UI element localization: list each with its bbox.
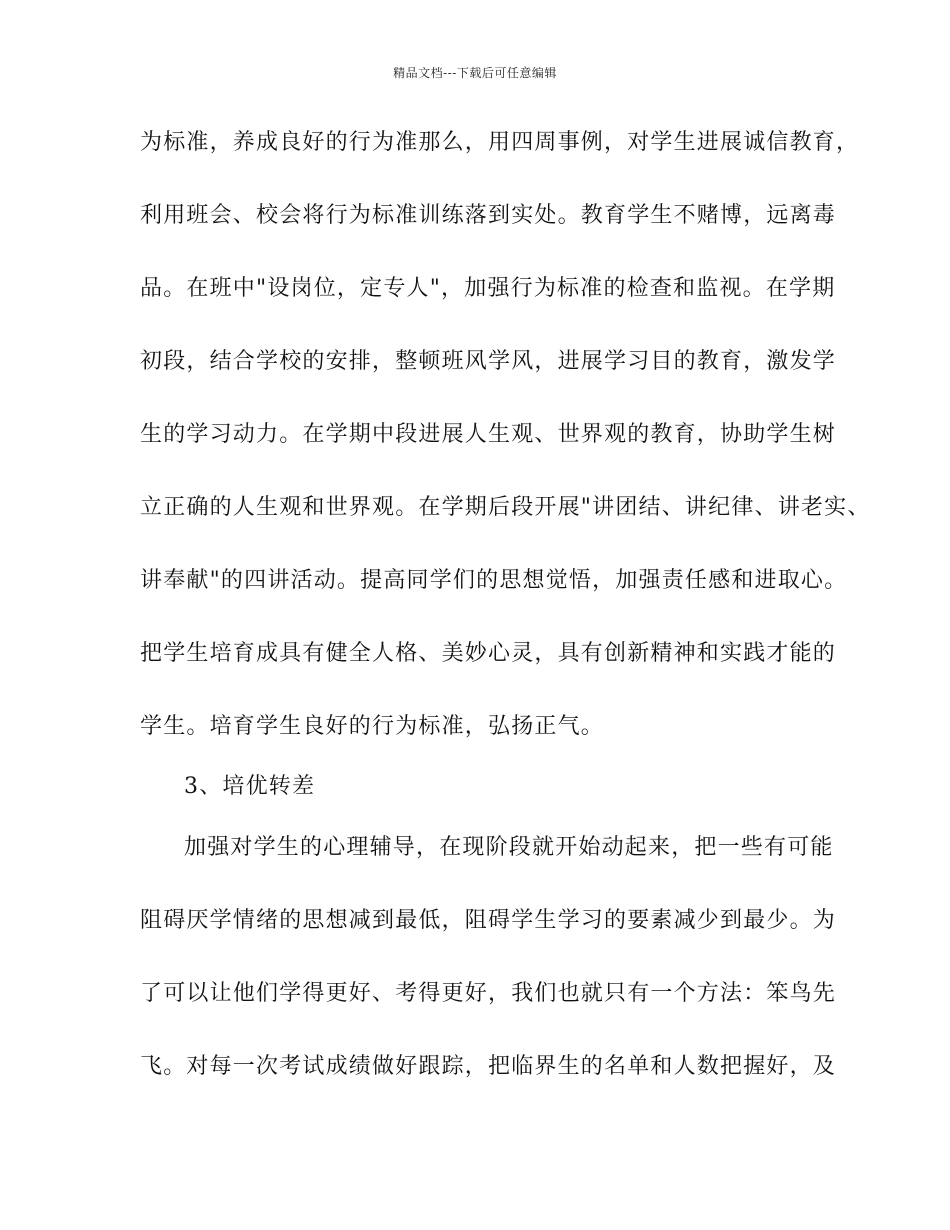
paragraph-line: 学生。培育学生良好的行为标准，弘扬正气。 — [140, 714, 605, 739]
page-header: 精品文档---下载后可任意编辑 — [393, 66, 557, 80]
paragraph-line: 生的学习动力。在学期中段进展人生观、世界观的教育，协助学生树 — [140, 422, 837, 447]
paragraph-line: 品。在班中"设岗位，定专人"，加强行为标准的检查和监视。在学期 — [140, 276, 836, 301]
paragraph-line: 立正确的人生观和世界观。在学期后段开展"讲团结、讲纪律、讲老实、 — [140, 495, 871, 520]
paragraph-line: 利用班会、校会将行为标准训练落到实处。教育学生不赌博，远离毒 — [140, 203, 837, 228]
paragraph-line: 飞。对每一次考试成绩做好跟踪，把临界生的名单和人数把握好，及 — [140, 1054, 837, 1079]
paragraph-line: 加强对学生的心理辅导，在现阶段就开始动起来，把一些有可能 — [184, 835, 834, 860]
paragraph-line: 阻碍厌学情绪的思想减到最低，阻碍学生学习的要素减少到最少。为 — [140, 908, 837, 933]
section-heading: 3、培优转差 — [184, 774, 316, 799]
paragraph-line: 了可以让他们学得更好、考得更好，我们也就只有一个方法：笨鸟先 — [140, 981, 837, 1006]
paragraph-line: 讲奉献"的四讲活动。提高同学们的思想觉悟，加强责任感和进取心。 — [140, 568, 848, 593]
paragraph-line: 初段，结合学校的安排，整顿班风学风，进展学习目的教育，激发学 — [140, 349, 837, 374]
paragraph-line: 为标准，养成良好的行为准那么，用四周事例，对学生进展诚信教育， — [140, 130, 860, 155]
paragraph-line: 把学生培育成具有健全人格、美妙心灵，具有创新精神和实践才能的 — [140, 641, 837, 666]
